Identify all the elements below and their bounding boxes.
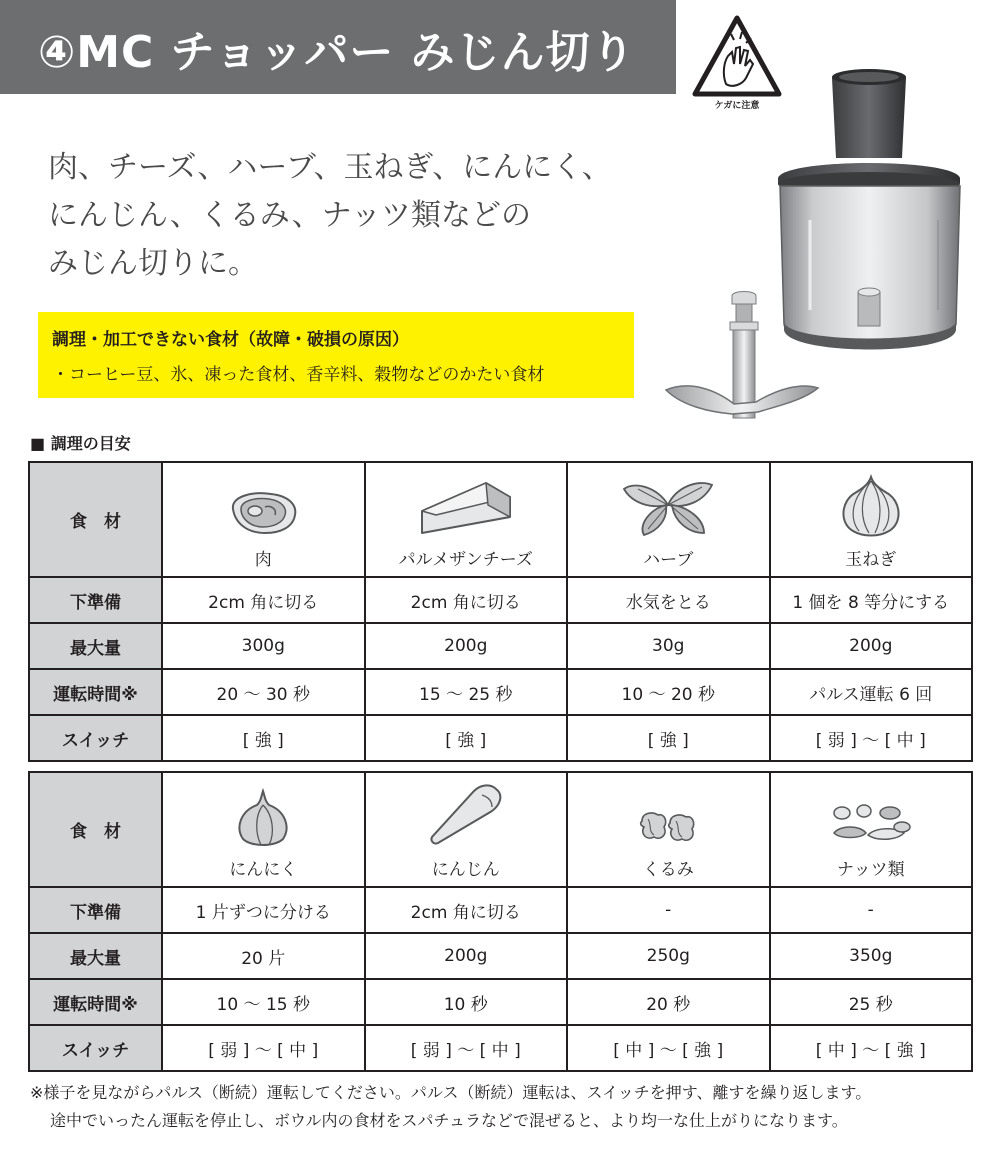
cheese-icon bbox=[416, 477, 516, 537]
table-cell: 2cm 角に切る bbox=[365, 887, 568, 933]
table-cell: 1 個を 8 等分にする bbox=[770, 577, 973, 623]
walnut-icon bbox=[636, 807, 700, 847]
cooking-guide-table-1 bbox=[28, 461, 973, 762]
food-cell bbox=[770, 462, 973, 577]
table-cell: 350g bbox=[770, 933, 973, 979]
onion-icon bbox=[831, 473, 911, 537]
table-cell: [ 強 ] bbox=[365, 715, 568, 761]
table-cell: [ 中 ] 〜 [ 強 ] bbox=[770, 1025, 973, 1071]
carrot-icon bbox=[426, 781, 506, 847]
table-row bbox=[29, 623, 972, 669]
row-label: 運転時間※ bbox=[29, 669, 162, 715]
row-label: 運転時間※ bbox=[29, 979, 162, 1025]
caution-box bbox=[38, 312, 634, 398]
table-row bbox=[29, 979, 972, 1025]
food-name: ハーブ bbox=[643, 550, 694, 570]
table-row bbox=[29, 715, 972, 761]
caution-body: ・コーヒー豆、氷、凍った食材、香辛料、穀物などのかたい食材 bbox=[52, 365, 545, 385]
table-row bbox=[29, 577, 972, 623]
table-cell: 30g bbox=[567, 623, 770, 669]
food-name: ナッツ類 bbox=[836, 860, 905, 880]
table-row bbox=[29, 669, 972, 715]
caution-title: 調理・加工できない食材（故障・破損の原因） bbox=[52, 330, 409, 350]
table-cell: 200g bbox=[770, 623, 973, 669]
row-label: 下準備 bbox=[29, 577, 162, 623]
table-cell: 10 〜 15 秒 bbox=[162, 979, 365, 1025]
table-cell: [ 中 ] 〜 [ 強 ] bbox=[567, 1025, 770, 1071]
table-cell: 200g bbox=[365, 623, 568, 669]
table-cell: - bbox=[567, 887, 770, 933]
food-cell bbox=[770, 772, 973, 887]
warning-label: ケガに注意 bbox=[714, 101, 760, 111]
food-name: くるみ bbox=[642, 860, 694, 880]
table-cell: 水気をとる bbox=[567, 577, 770, 623]
row-label: 最大量 bbox=[29, 623, 162, 669]
table-cell: 10 〜 20 秒 bbox=[567, 669, 770, 715]
title-banner bbox=[0, 0, 676, 94]
table-cell: [ 強 ] bbox=[162, 715, 365, 761]
row-label: 食 材 bbox=[29, 462, 162, 577]
food-cell bbox=[567, 772, 770, 887]
table-cell: 15 〜 25 秒 bbox=[365, 669, 568, 715]
footnote: 途中でいったん運転を停止し、ボウル内の食材をスパチュラなどで混ぜると、より均一な仕上がりになります。 bbox=[50, 1111, 848, 1130]
intro-line: にんじん、くるみ、ナッツ類などの bbox=[48, 198, 531, 233]
food-cell bbox=[567, 462, 770, 577]
nuts-icon bbox=[830, 803, 912, 847]
food-name: 肉 bbox=[254, 550, 272, 570]
table-cell: 10 秒 bbox=[365, 979, 568, 1025]
table-cell: 20 〜 30 秒 bbox=[162, 669, 365, 715]
table-cell: 300g bbox=[162, 623, 365, 669]
cooking-guide-table-2 bbox=[28, 771, 973, 1072]
food-name: にんじん bbox=[431, 860, 500, 880]
table-cell: 2cm 角に切る bbox=[365, 577, 568, 623]
table-row bbox=[29, 887, 972, 933]
intro-line: みじん切りに。 bbox=[48, 246, 258, 281]
table-row bbox=[29, 1025, 972, 1071]
table-cell: 20 片 bbox=[162, 933, 365, 979]
table-cell: [ 弱 ] 〜 [ 中 ] bbox=[770, 715, 973, 761]
row-label: スイッチ bbox=[29, 1025, 162, 1071]
intro-text bbox=[48, 144, 648, 288]
meat-icon bbox=[225, 487, 301, 537]
row-label: 食 材 bbox=[29, 772, 162, 887]
table-row bbox=[29, 772, 972, 887]
table-cell: - bbox=[770, 887, 973, 933]
footnotes bbox=[30, 1079, 980, 1135]
table-cell: [ 強 ] bbox=[567, 715, 770, 761]
row-label: 最大量 bbox=[29, 933, 162, 979]
food-cell bbox=[162, 772, 365, 887]
food-cell bbox=[365, 462, 568, 577]
section-title: ■ 調理の目安 bbox=[30, 434, 131, 453]
table-cell: 1 片ずつに分ける bbox=[162, 887, 365, 933]
footnote: ※様子を見ながらパルス（断続）運転してください。パルス（断続）運転は、スイッチを押す、離すを繰り返します。 bbox=[30, 1083, 872, 1102]
garlic-icon bbox=[231, 787, 295, 847]
page-title: ④MC チョッパー みじん切り bbox=[38, 27, 636, 78]
table-cell: [ 弱 ] 〜 [ 中 ] bbox=[365, 1025, 568, 1071]
intro-line: 肉、チーズ、ハーブ、玉ねぎ、にんにく、 bbox=[48, 150, 612, 185]
row-label: 下準備 bbox=[29, 887, 162, 933]
herb-icon bbox=[618, 475, 718, 537]
table-cell: パルス運転 6 回 bbox=[770, 669, 973, 715]
table-cell: 25 秒 bbox=[770, 979, 973, 1025]
row-label: スイッチ bbox=[29, 715, 162, 761]
table-cell: [ 弱 ] 〜 [ 中 ] bbox=[162, 1025, 365, 1071]
table-row bbox=[29, 462, 972, 577]
food-name: 玉ねぎ bbox=[845, 550, 897, 570]
table-row bbox=[29, 933, 972, 979]
food-name: にんにく bbox=[229, 860, 298, 880]
table-cell: 250g bbox=[567, 933, 770, 979]
food-name: パルメザンチーズ bbox=[398, 550, 533, 570]
food-cell bbox=[365, 772, 568, 887]
table-cell: 200g bbox=[365, 933, 568, 979]
food-cell bbox=[162, 462, 365, 577]
chopper-illustration bbox=[660, 60, 970, 430]
table-cell: 20 秒 bbox=[567, 979, 770, 1025]
table-cell: 2cm 角に切る bbox=[162, 577, 365, 623]
